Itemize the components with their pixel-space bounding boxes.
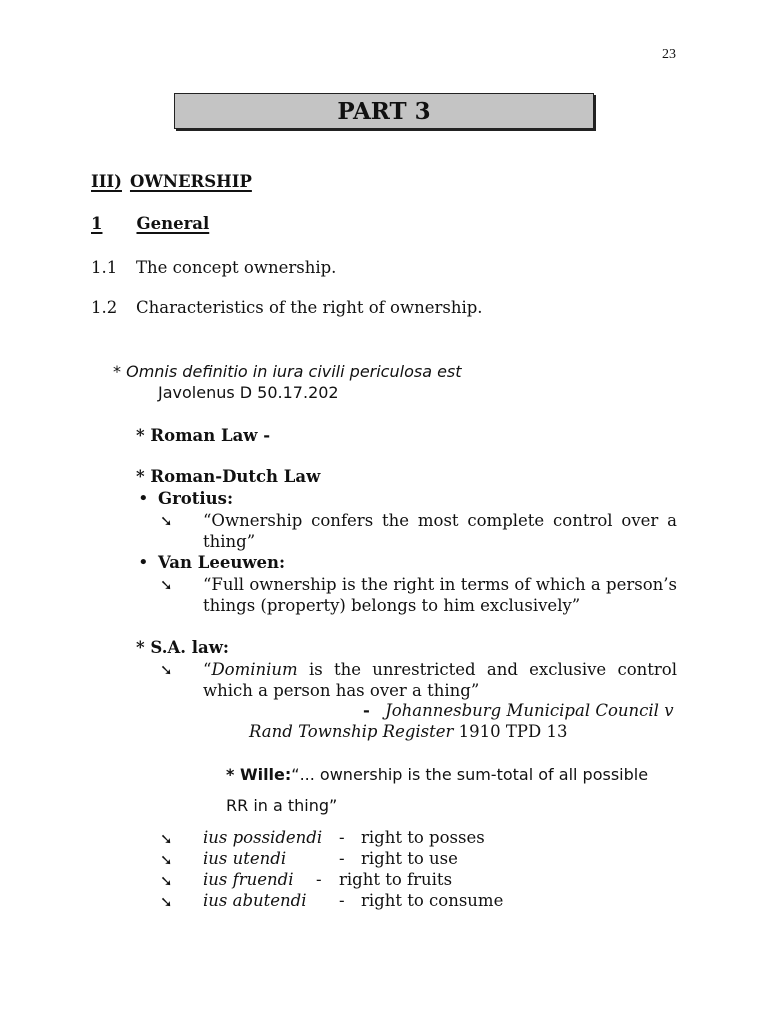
right-term: ius possidendi [203,828,323,847]
right-meaning: right to fruits [339,870,453,889]
roman-dutch-law-heading: * Roman-Dutch Law [136,467,321,486]
dominium-term: Dominium [211,660,298,679]
arrow-icon: ➘ [160,872,173,890]
maxim-source: Javolenus D 50.17.202 [158,383,339,402]
right-dash: - [316,870,322,889]
bullet: • [138,488,149,509]
case-citation: 1910 TPD 13 [453,722,568,741]
van-leeuwen-name: Van Leeuwen: [158,553,286,572]
wille-line2: RR in a thing” [226,796,338,815]
maxim-text: Omnis definitio in iura civili periculosa est [126,362,462,381]
right-dash: - [339,891,345,910]
quote-mark: “ [203,660,212,679]
bullet: • [138,552,149,573]
item-text: Characteristics of the right of ownership. [136,298,483,317]
van-leeuwen-quote: “Full ownership is the right in terms of which a person’s things (property) belongs to him exclusively” [203,575,677,615]
arrow-icon: ➘ [160,512,173,530]
part-title: PART 3 [337,97,431,125]
general-number: 1 [91,214,103,233]
right-dash: - [339,849,345,868]
part-title-box [174,93,594,129]
item-number: 1.2 [91,298,118,317]
case-name-part2: Rand Township Register [249,722,454,741]
maxim-star: * [113,362,121,381]
maxim [113,362,462,381]
case-reference-line2 [249,722,568,741]
sa-law-heading: * S.A. law: [136,638,229,657]
general-title: General [136,214,210,233]
case-dash: - [363,701,370,720]
arrow-icon: ➘ [160,661,173,679]
item-number: 1.1 [91,258,118,277]
grotius-name: Grotius: [158,489,234,508]
wille-label: * Wille: [226,765,292,784]
right-meaning: right to consume [361,891,504,910]
right-meaning: right to posses [361,828,485,847]
roman-law-heading: * Roman Law - [136,426,271,445]
right-term: ius fruendi [203,870,294,889]
section-heading [91,172,252,191]
general-heading [91,214,209,233]
page-number: 23 [662,47,676,62]
arrow-icon: ➘ [160,576,173,594]
sa-law-quote [203,659,677,701]
arrow-icon: ➘ [160,830,173,848]
grotius-quote: “Ownership confers the most complete control over a thing” [203,511,677,551]
case-name-part1: Johannesburg Municipal Council v [385,701,674,720]
right-meaning: right to use [361,849,458,868]
wille-line1 [226,765,648,784]
arrow-icon: ➘ [160,851,173,869]
section-title: OWNERSHIP [129,172,252,191]
case-reference-line1 [363,701,674,720]
arrow-icon: ➘ [160,893,173,911]
right-term: ius abutendi [203,891,307,910]
right-term: ius utendi [203,849,287,868]
item-text: The concept ownership. [136,258,337,277]
wille-text: “... ownership is the sum-total of all possible [291,765,649,784]
right-dash: - [339,828,345,847]
sa-law-quote-text: is the unrestricted and exclusive control which a person has over a thing” [203,660,677,700]
section-number: III) [91,172,122,191]
